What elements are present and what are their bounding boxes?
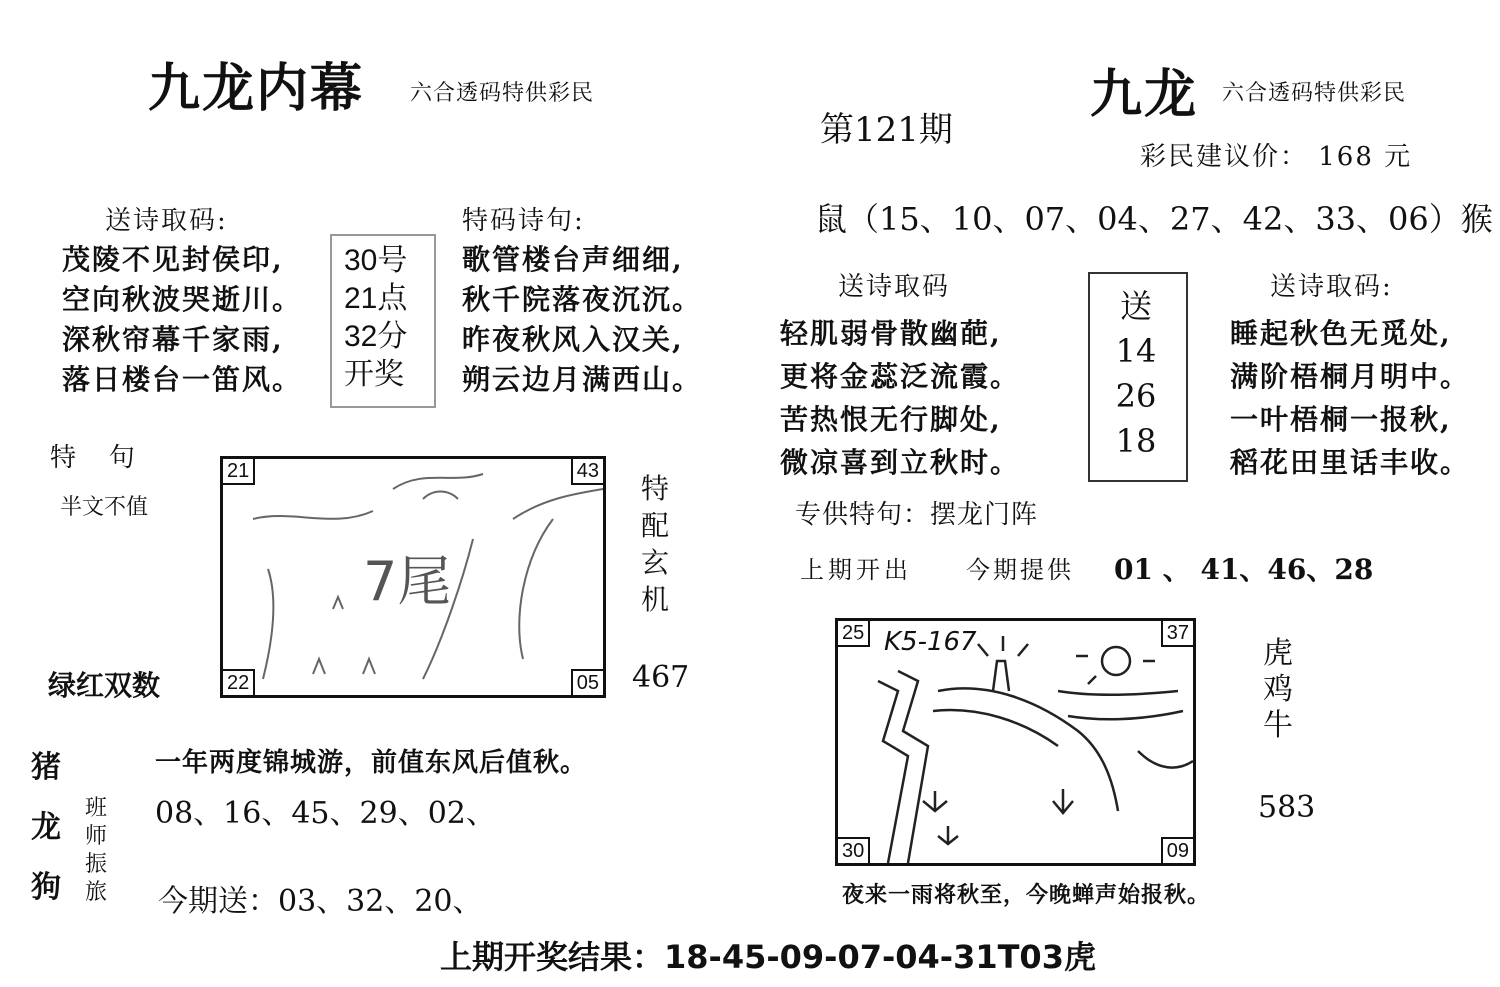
corner-number: 05	[571, 669, 605, 697]
small-vertical: 班 师 振 旅	[84, 796, 107, 905]
right-subtitle: 六合透码特供彩民	[1222, 81, 1407, 106]
left-side-number: 467	[632, 660, 690, 695]
poem-line: 一叶梧桐一报秋,	[1230, 403, 1452, 436]
corner-number: 43	[571, 457, 605, 485]
price: 彩民建议价： 168 元	[1140, 142, 1413, 172]
poem-line: 秋千院落夜沉沉。	[462, 283, 703, 316]
poem-line: 轻肌弱骨散幽葩,	[780, 317, 1002, 350]
corner-number: 09	[1161, 837, 1195, 865]
last-issue-label: 上期开出	[800, 556, 912, 584]
poem-line: 朔云边月满西山。	[462, 363, 703, 396]
right-poem2	[1230, 312, 1470, 484]
poem-line: 落日楼台一笛风。	[62, 363, 303, 396]
issue-number: 第121期	[820, 110, 953, 150]
poem-line: 稻花田里话丰收。	[1230, 446, 1471, 479]
corner-number: 25	[836, 619, 870, 647]
special-poem	[462, 240, 702, 400]
teju-value: 半文不值	[60, 495, 149, 520]
poem-line: 苦热恨无行脚处,	[780, 403, 1002, 436]
right-side-number: 583	[1258, 790, 1316, 825]
left-side-vertical: 特 配 玄 机	[640, 472, 669, 616]
teju-label: 特 句	[50, 443, 137, 473]
left-bottom-poem: 一年两度锦城游，前值东风后值秋。	[155, 748, 588, 778]
poem-line: 空向秋波哭逝川。	[62, 283, 303, 316]
last-draw-result: 上期开奖结果：18-45-09-07-04-31T03虎	[440, 938, 1096, 976]
left-sketch-picture	[220, 456, 606, 698]
corner-number: 21	[221, 457, 255, 485]
right-title: 九龙	[1090, 64, 1199, 125]
rat-monkey-line: 鼠（15、10、07、04、27、42、33、06）猴	[815, 200, 1493, 238]
poem-line: 深秋帘幕千家雨,	[62, 323, 284, 356]
left-poem	[62, 240, 302, 400]
send-box-text: 送 14 26 18	[1115, 287, 1157, 460]
right-sketch	[838, 621, 1193, 863]
this-issue-label: 今期提供	[966, 556, 1074, 584]
poem-line: 昨夜秋风入汉关,	[462, 323, 684, 356]
poem-line: 睡起秋色无觅处,	[1230, 317, 1452, 350]
special-heading: 特码诗句:	[462, 206, 585, 236]
corner-number: 37	[1161, 619, 1195, 647]
zodiac-vertical: 猪 龙 狗	[31, 750, 61, 905]
right-sketch-text: K5-167	[884, 627, 977, 657]
right-caption: 夜来一雨将秋至，今晚蝉声始报秋。	[842, 882, 1211, 908]
left-subtitle: 六合透码特供彩民	[410, 81, 595, 106]
special-phrase: 专供特句：摆龙门阵	[795, 500, 1039, 530]
right-poem2-heading: 送诗取码:	[1270, 272, 1393, 302]
poem-line: 茂陵不见封侯印,	[62, 243, 284, 276]
left-send-line: 今期送：03、32、20、	[158, 884, 483, 919]
corner-number: 22	[221, 669, 255, 697]
right-poem1-heading: 送诗取码	[838, 272, 951, 302]
left-numbers-line: 08、16、45、29、02、	[155, 796, 496, 831]
left-title: 九龙内幕	[148, 58, 365, 119]
poem-line: 歌管楼台声细细,	[462, 243, 684, 276]
poem-line: 满阶梧桐月明中。	[1230, 360, 1471, 393]
corner-number: 30	[836, 837, 870, 865]
right-sketch-picture	[835, 618, 1196, 866]
this-issue-numbers: 01 、 41、46、28	[1114, 553, 1374, 586]
left-poem-heading: 送诗取码:	[105, 206, 228, 236]
color-label: 绿红双数	[48, 669, 161, 702]
poem-line: 更将金蕊泛流霞。	[780, 360, 1021, 393]
draw-time-text: 30号 21点 32分 开奖	[344, 244, 408, 391]
right-side-vertical: 虎 鸡 牛	[1263, 636, 1293, 743]
left-sketch-text: 7尾	[363, 550, 452, 613]
poem-line: 微凉喜到立秋时。	[780, 446, 1021, 479]
right-poem1	[780, 312, 1020, 484]
